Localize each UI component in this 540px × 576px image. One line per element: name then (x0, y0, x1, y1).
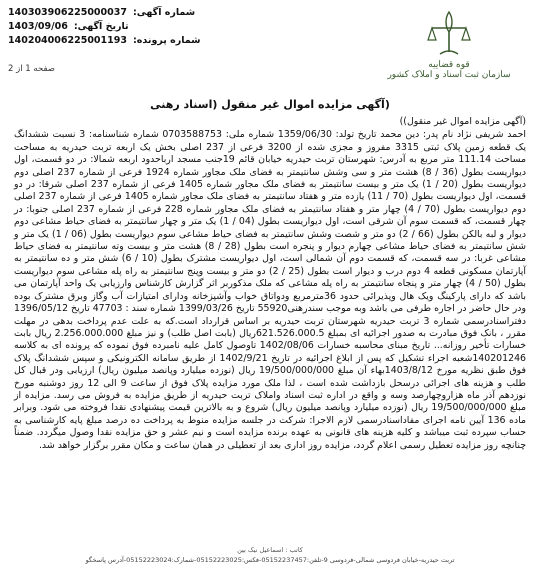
file-number-row (8, 34, 258, 48)
signer-line: کاتب : اسماعیل نیک بین (237, 546, 303, 554)
notice-subtitle: (آگهی مزایده اموال غیر منقول)) (399, 116, 526, 127)
notice-meta (8, 6, 258, 48)
notice-date-row (8, 20, 258, 34)
notice-number: 140303906225000037 (8, 7, 127, 18)
file-number: 140204006225001193 (8, 35, 127, 46)
notice-title: (آگهی مزایده اموال غیر منقول (اسناد رهنی (150, 98, 390, 111)
notice-body (14, 116, 526, 452)
organization-name-line2: سازمان ثبت اسناد و املاک کشور (387, 70, 511, 80)
page-number: صفحه 1 از 2 (8, 64, 55, 74)
organization-name-line1: قوه قضاییه (428, 60, 470, 70)
notice-number-label: شماره آگهی: (132, 7, 196, 18)
judiciary-scales-icon (426, 8, 472, 58)
organization-emblem (374, 8, 524, 80)
file-number-label: شماره پرونده: (132, 35, 201, 46)
notice-body-text: احمد شریفی نژاد نام پدر: دین محمد تاریخ تولد: 1359/06/30 شماره ملی: 0703588753 شماره شناسنامه: 3 نسبت ششدانگ یک قطعه زمین پلاک ثبتی 3315 مفروز و مجزی شده از 3200 فرعی از 237 اصلی بخش یک اربعه تربت حیدریه به مساحت مساحت 111.14 متر مربع به آدرس: شهرستان تربت حیدریه خیابان قائم 19جنب مسجد ارباحدود اربعه شمالا: در دو قسمت، اول دیواریست بطول (36 / 8) هشت متر و سی وشش سانتیمتر به فضای ملک مجاور شماره 1924 فرعی از شماره 237 اصلی دوم دیواریست بطول (20 / 1) یک متر و بیست سانتیمتر به فضای ملک مجاور شماره 1405 فرعی از شماره 237 اصلی شرقا: در دو قسمت، اول دیواریست بطول (70 / 11) یازده متر و هفتاد سانتیمتر به فضای ملک مجاور شماره 1405 فرعی از شماره 237 اصلی دوم دیواریست بطول (70 / 4) چهار متر و هفتاد سانتیمتر به فضای ملک مجاور شماره 228 فرعی از شماره 237 اصلی جنوبا: در چهار قسمت، که قسمت سوم آن شرقی است، اول دیواریست بطول (04 / 1) یک متر و چهار سانتیمتر به فضای حیاط مشاعی دوم دیوار و لبه بالکن بطول (66 / 2) دو متر و شصت وشش سانتیمتر به فضای حیاط مشاعی سوم دیواریست بطول (06 / 1) یک متر و شش سانتیمتر به فضای حیاط مشاعی چهارم دیوار و پنجره است بطول (28 / 8) هشت متر و بیست وته سانتیمتر به فضای حیاط مشاعی غربا: در سه قسمت، که قسمت دوم آن شمالی است، اول دیواریست مشترک بطول (10 / 6) شش متر و ده سانتیمتر به آپارتمان مسکونی قطعه 4 دوم درب و دیوار است بطول (25 / 2) دو متر و بیست وپنج سانتیمتر به راه پله مشاعی سوم دیواریست بطول (50 / 4) چهار متر و پنجاه سانتیمتر به راه پله مشاعی که ملک مذکوربر اثر گزارش کارشناس وارزیابی یک واحد آپارتمان می باشد که دارای پارکینگ ویک هال وپذیرائی حدود 36مترمربع ودواتاق خواب وآشپزخانه ودارای امتیازات آب وگاز وبرق مشترک بوده ودر حال حاضر در اجاره طرفی می باشد وبه موجب سندرهنی55920 تاریخ 1399/03/26 شماره سند : 47703 تاریخ 1396/05/12 دفتراسنادرسمی شماره 3 تربت حیدریه شهرستان تربت حیدریه بر اساس قرارداد است.که به علت عدم پرداخت بدهی در مهلت مقرر ، بانک فوق مبادرت به صدور اجرائیه ای بمبلغ 621.526.000.5ریال (بابت اصل طلب) و نیز مبلغ 2.256.000.000 ریال بابت خسارات تأخیر روزانه... تاریخ مبنای محاسبه خسارات 1402/08/06 تاوصول کامل علیه نامبرده فوق نموده که پرونده ای به کلاسه 140201246شعبه اجراء تشکیل که پس از ابلاغ اجرائیه در تاریخ 1402/9/21 از طریق سامانه الکترونیکی و سپس ششدانگ پلاک فوق طبق نظریه مورخ 1403/8/12بهاء آن مبلغ 19/500/000/000 ریال (نوزده میلیارد وپانصد میلیون ریال) ارزیابی ودر قبال کل طلب و هزینه های اجرائی درسحل بازداشت شده است ، لذا ملک مورد مزایده پلاک فوق از ساعت 9 الی 12 روز دوشنبه مورخ نوزدهم آذر ماه هزاروچهارصد وسه و واقع در اداره ثبت اسناد واملاک تربت حیدریه از طریق مزایده به فروش می رسد. مزایده از مبلغ 19/500/000/000 ریال (نوزده میلیارد وپانصد میلیون ریال) شروع و به بالاترین قیمت پیشنهادی نقدا فروخته می شود. وبرابر ماده 136 آیین نامه اجرای مفاداسنادرسمی لازم الاجرا: شرکت در جلسه مزایده منوط به پرداخت ده درصد مبلغ پایه کارشناسی به حساب سپرده ثبت میباشد و کلیه هزینه های قانونی به عهده برنده مزایده است و نیم عشر و حق مزایده نقدا وصول میگردد. ضمناً چنانچه روز مزایده تعطیل رسمی اعلام گردد، مزایده روز اداری بعد از تعطیلی در همان ساعت و مکان مقرر برگزار خواهد شد. (14, 129, 527, 451)
notice-date-label: تاریخ آگهی: (73, 21, 129, 32)
notice-date: 1403/09/06 (8, 21, 68, 32)
notice-number-row (8, 6, 258, 20)
footer-contact: تربت حیدریه-خیابان فردوسی شمالی-فردوسی 9-تلفن:05152237457-فکس:05152223025-شمارک:05152223024-آدرس پاسخگو (85, 556, 455, 564)
